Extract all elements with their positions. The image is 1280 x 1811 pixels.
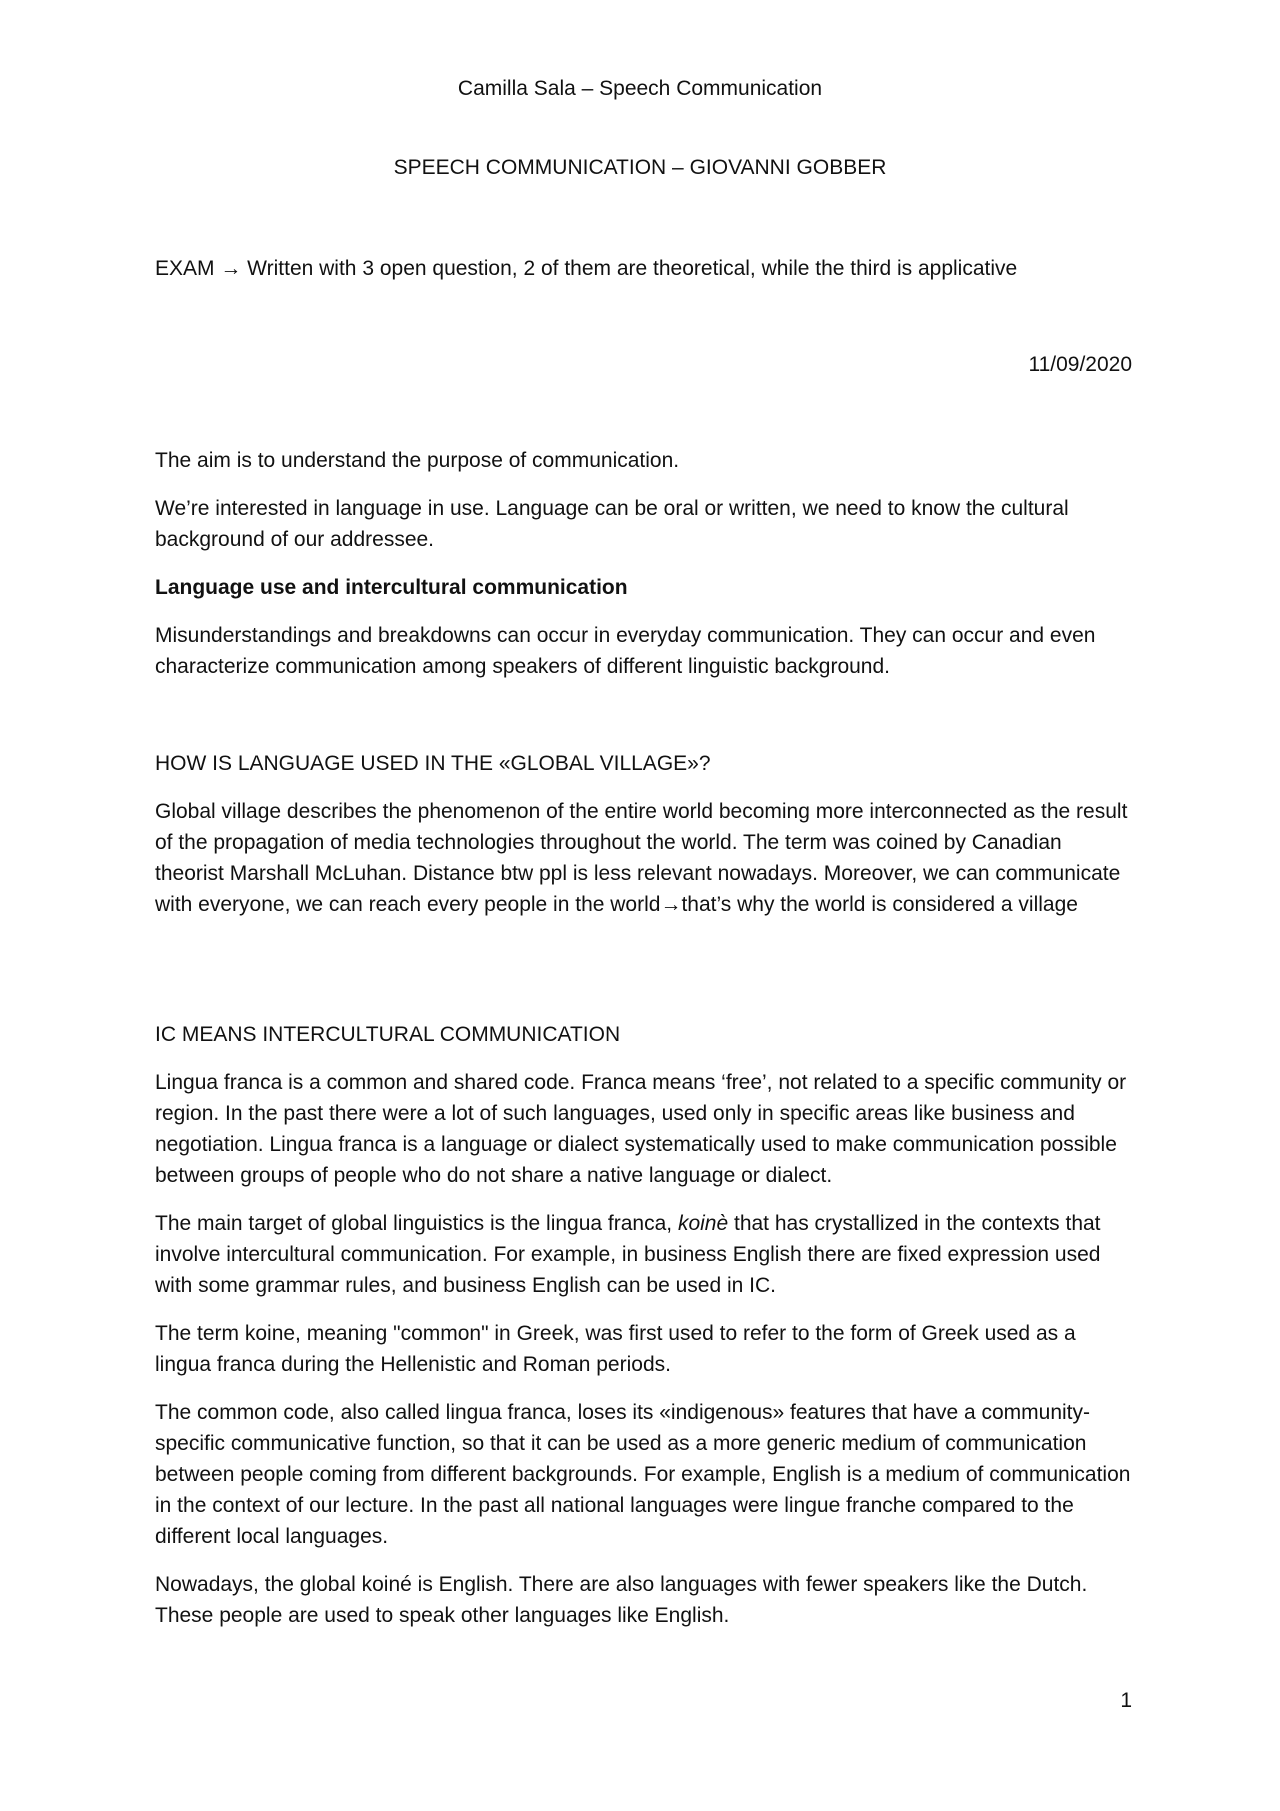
global-village-paragraph [155, 796, 1132, 920]
paragraph-global-koine: Nowadays, the global koiné is English. There are also languages with fewer speakers like the Dutch. These people are used to speak other languages like English. [155, 1573, 1088, 1627]
section-heading-language-use [155, 572, 1132, 603]
lecture-date: 11/09/2020 [1028, 353, 1132, 376]
section-heading-global-village [155, 748, 1132, 779]
paragraph-global-village: Global village describes the phenomenon of the entire world becoming more interconnected as the result of the propagation of media technologies throughout the world. The term was coined by Canadian theorist Marshall McLuhan. Distance btw ppl is less relevant nowadays. Moreover, we can communicate with everyone, we can reach every people in the world→that’s why the world is considered a village [155, 800, 1128, 916]
misunderstandings-paragraph [155, 620, 1132, 682]
paragraph-misunderstandings: Misunderstandings and breakdowns can occur in everyday communication. They can occur and even characterize communication among speakers of different linguistic background. [155, 624, 1096, 678]
paragraph-language-in-use: We’re interested in language in use. Language can be oral or written, we need to know the cultural background of our addressee. [155, 497, 1069, 551]
p6-text-before: The main target of global linguistics is the lingua franca, [155, 1212, 678, 1235]
section-heading-ic [155, 1019, 1132, 1050]
common-code-paragraph [155, 1397, 1132, 1552]
language-paragraph [155, 493, 1132, 555]
heading-language-use: Language use and intercultural communication [155, 576, 628, 599]
heading-global-village: HOW IS LANGUAGE USED IN THE «GLOBAL VILLAGE»? [155, 752, 711, 775]
koine-italic: koinè [677, 1212, 729, 1235]
exam-text: EXAM → Written with 3 open question, 2 of them are theoretical, while the third is applicative [155, 257, 1018, 280]
paragraph-lingua-franca: Lingua franca is a common and shared code. Franca means ‘free’, not related to a specific community or region. In the past there were a lot of such languages, used only in specific areas like business and negotiation. Lingua franca is a language or dialect systematically used to make communication possible between groups of people who do not share a native language or dialect. [155, 1071, 1127, 1187]
page-number: 1 [1120, 1689, 1132, 1712]
lingua-franca-paragraph [155, 1067, 1132, 1191]
heading-ic: IC MEANS INTERCULTURAL COMMUNICATION [155, 1023, 621, 1046]
p6-text-after: that has crystallized in the contexts that involve intercultural communication. For example, in business English there are fixed expression used with some grammar rules, and business English can be used in IC. [155, 1212, 1101, 1297]
document-title: SPEECH COMMUNICATION – GIOVANNI GOBBER [393, 156, 887, 179]
date-line [155, 349, 1132, 380]
global-koine-paragraph [155, 1569, 1132, 1631]
paragraph-global-linguistics [155, 1208, 1132, 1301]
paragraph-koine-definition: The term koine, meaning "common" in Greek, was first used to refer to the form of Greek used as a lingua franca during the Hellenistic and Roman periods. [155, 1322, 1076, 1376]
running-header: Camilla Sala – Speech Communication [457, 77, 823, 100]
paragraph-aim: The aim is to understand the purpose of communication. [155, 449, 680, 472]
global-linguistics-paragraph [155, 1208, 1132, 1301]
intro-paragraph [155, 445, 1132, 476]
paragraph-common-code: The common code, also called lingua franca, loses its «indigenous» features that have a community-specific communicative function, so that it can be used as a more generic medium of communication between people coming from different backgrounds. For example, English is a medium of communication in the context of our lecture. In the past all national languages were lingue franche compared to the different local languages. [155, 1401, 1131, 1548]
exam-line [155, 253, 1132, 284]
koine-definition-paragraph [155, 1318, 1132, 1380]
